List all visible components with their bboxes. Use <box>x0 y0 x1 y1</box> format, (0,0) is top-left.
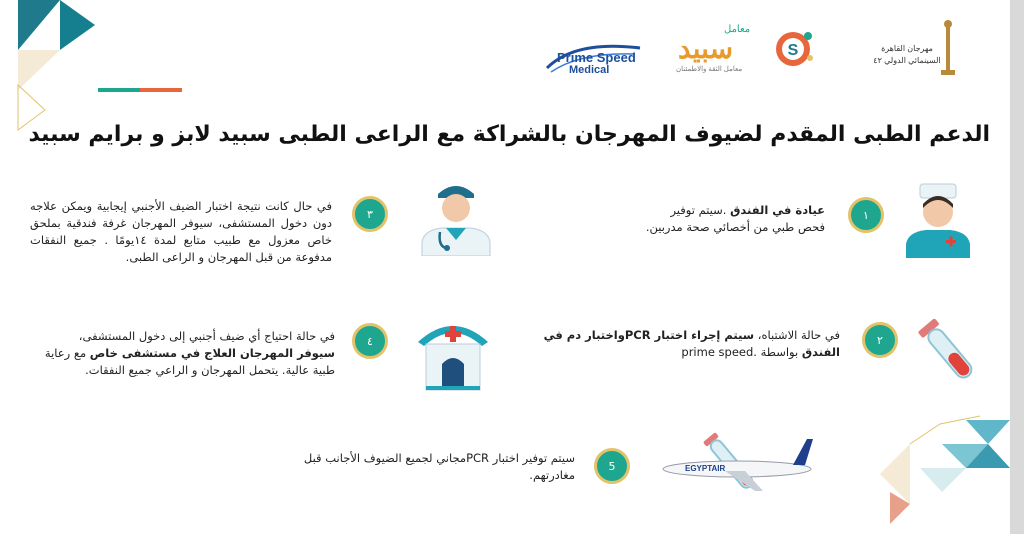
prime-speed-medical-text: Medical <box>569 64 610 76</box>
item-2-text-b: بواسطة .prime speed <box>681 345 802 359</box>
item-3-number: ٣ <box>352 196 388 232</box>
prime-speed-logo <box>545 38 655 80</box>
airplane-icon <box>655 425 815 505</box>
festival-line2: السينمائي الدولي ٤٢ <box>873 56 941 65</box>
speed-labs-small-text: معامل <box>724 24 751 35</box>
item-1-number: ١ <box>848 197 884 233</box>
item-3-text: في حال كانت نتيجة اختبار الضيف الأجنبي إيجابية ويمكن علاجه دون دخول المستشفى، سيوفر المهرجان غرفة فندقية بملحق خاص معزول مع طبيب متابع لمدة ١٤يومًا . جميع النفقات مدفوعة من قبل المهرجان و الراعى الطبى. <box>30 199 332 264</box>
item-1-bold: عيادة في الفندق <box>730 203 825 217</box>
item-5-text: سيتم توفير اختبار PCRمجاني لجميع الضيوف الأجانب قبل مغادرتهم. <box>303 451 575 482</box>
accent-bar-teal <box>98 88 140 92</box>
speed-labs-main-text: سبيد <box>678 33 734 64</box>
item-4-bold: سيوفر المهرجان العلاج في مستشفى خاص <box>89 346 335 360</box>
item-4-text-a: في حالة احتياج أي ضيف أجنبي إلى دخول المستشفى، <box>78 329 335 343</box>
decorative-triangles-bottom-right <box>880 414 1010 534</box>
test-tube-icon <box>908 312 993 392</box>
plane-label: EGYPTAIR <box>685 464 726 473</box>
speed-labs-emblem-icon <box>770 26 816 72</box>
hospital-icon <box>412 312 494 392</box>
item-2-text <box>540 327 840 361</box>
decorative-triangles-top-left <box>0 0 120 140</box>
festival-statue-icon <box>938 18 958 80</box>
prime-speed-text: Prime Speed <box>557 50 636 65</box>
festival-line1: مهرجان القاهرة <box>881 44 933 53</box>
nurse-icon <box>898 178 978 258</box>
item-1-body: .سيتم توفير فحص طبي من أخصائي صحة مدربين. <box>645 203 825 234</box>
item-4-text <box>40 328 335 379</box>
item-5-number: 5 <box>594 448 630 484</box>
cairo-film-festival-logo <box>868 18 958 88</box>
accent-bar-orange <box>140 88 182 92</box>
speed-labs-tagline: معامل الثقة والاطمئنان <box>676 66 743 73</box>
item-4-number: ٤ <box>352 323 388 359</box>
item-2-bold: سيتم إجراء اختبار PCRواختبار دم في الفندق <box>543 328 840 359</box>
item-1-text <box>640 202 825 236</box>
item-4-text-b: مع رعاية طبية عالية. يتحمل المهرجان و الراعي جميع النفقات. <box>44 346 335 377</box>
svg-text:S: S <box>787 42 799 59</box>
page-title: الدعم الطبى المقدم لضيوف المهرجان بالشراكة مع الراعى الطبى سبيد لابز و برايم سبيد <box>28 122 990 147</box>
speed-labs-logo <box>672 22 820 82</box>
doctor-icon <box>416 176 496 256</box>
item-2-text-a: في حالة الاشتباه، <box>754 328 840 342</box>
item-2-number: ٢ <box>862 322 898 358</box>
